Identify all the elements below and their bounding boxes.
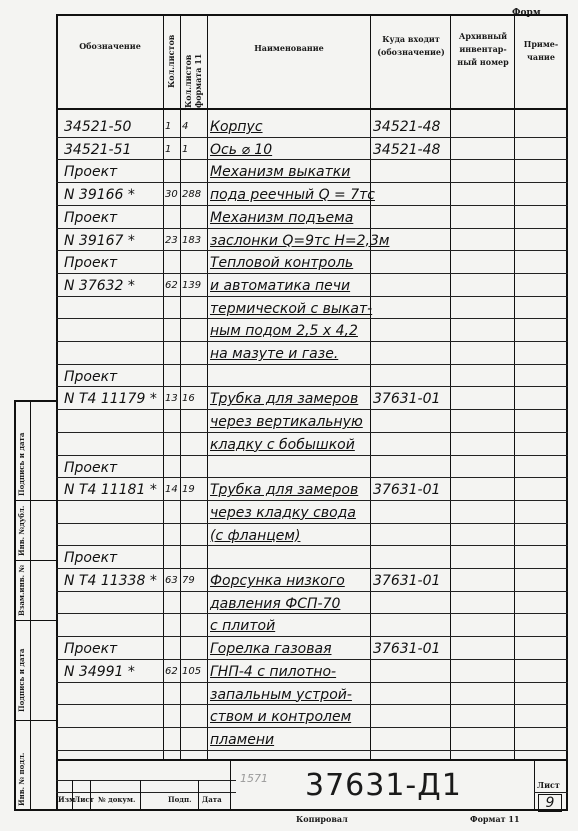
cell-count: 62	[165, 279, 178, 291]
header-where-used: Куда входит (обозначение)	[377, 34, 445, 57]
cell-fmt: 183	[182, 234, 202, 246]
cell-name: ством и контролем	[210, 709, 352, 726]
cell-where: 37631-01	[373, 641, 441, 658]
table-row-rule	[56, 500, 568, 501]
titleblock-row-rule	[56, 792, 236, 793]
cell-count: 13	[165, 393, 178, 405]
sheet-number: 9	[538, 794, 562, 812]
cell-count: 1	[165, 121, 172, 132]
cell-name: пламени	[210, 731, 275, 748]
cell-name: пода реечный Q = 7тс	[210, 187, 375, 204]
table-row-rule	[56, 727, 568, 728]
cell-count: 30	[165, 189, 178, 201]
cell-name: через вертикальную	[210, 414, 363, 431]
cell-name: ным подом 2,5 x 4,2	[210, 323, 358, 340]
side-label-replace: Взам.инв. №	[17, 564, 26, 616]
table-row-rule	[56, 409, 568, 410]
cell-where: 37631-01	[373, 482, 441, 499]
titleblock-divider	[198, 780, 199, 811]
side-label-sign2: Подпись и дата	[17, 432, 26, 496]
cell-designation: N Т4 11179 *	[64, 391, 157, 408]
cell-name: Механизм подъема	[210, 209, 354, 226]
cell-count: 14	[165, 484, 178, 496]
table-row-rule	[56, 273, 568, 274]
cell-name: ГНП-4 с пилотно-	[210, 663, 337, 680]
side-stamp-divider	[16, 560, 58, 561]
cell-fmt: 1	[182, 143, 189, 155]
table-row-rule	[56, 182, 568, 183]
table-row-rule	[56, 659, 568, 660]
table-row-rule	[56, 636, 568, 637]
tb-col-list: Лист	[74, 795, 94, 804]
format-label: Формат 11	[470, 814, 520, 824]
cell-name: через кладку свода	[210, 504, 356, 521]
table-row-rule	[56, 250, 568, 251]
cell-designation: N 39167 *	[64, 232, 135, 249]
header-archive: Архивный инвентар- ный номер	[457, 31, 509, 67]
cell-name: заслонки Q=9тс H=2,3м	[210, 232, 390, 249]
side-stamp-divider	[16, 500, 58, 501]
cell-name: Тепловой контроль	[210, 255, 354, 272]
table-row-rule	[56, 568, 568, 569]
table-row-rule	[56, 432, 568, 433]
cell-designation: Проект	[64, 550, 118, 567]
header-rule	[56, 108, 568, 110]
cell-name: (с фланцем)	[210, 527, 301, 544]
cell-count: 23	[165, 234, 178, 246]
titleblock-rule	[56, 759, 568, 761]
cell-designation: N 34991 *	[64, 663, 135, 680]
table-row-rule	[56, 455, 568, 456]
cell-name: запальным устрой-	[210, 686, 352, 703]
tb-col-date: Дата	[202, 795, 222, 804]
corner-label: Форм	[512, 8, 541, 18]
cell-where: 34521-48	[373, 141, 441, 158]
cell-designation: Проект	[64, 164, 118, 181]
cell-count: 63	[165, 575, 178, 586]
titleblock-divider	[140, 780, 141, 811]
side-label-sign1: Подпись и дата	[17, 648, 26, 712]
table-row-rule	[56, 228, 568, 229]
copied-label: Копировал	[296, 814, 348, 824]
header-designation: Обозначение	[79, 41, 141, 51]
side-stamp-divider	[16, 620, 58, 621]
cell-name: Механизм выкатки	[210, 164, 351, 181]
cell-designation: Проект	[64, 255, 118, 272]
cell-name: давления ФСП-70	[210, 595, 341, 612]
cell-fmt: 139	[182, 279, 202, 291]
cell-designation: N Т4 11338 *	[64, 573, 157, 589]
cell-fmt: 105	[182, 665, 202, 677]
cell-designation: N Т4 11181 *	[64, 482, 157, 499]
cell-fmt: 288	[182, 189, 202, 201]
table-row-rule	[56, 386, 568, 387]
header-note: Приме- чание	[523, 39, 559, 62]
side-stamp	[14, 400, 56, 811]
cell-designation: Проект	[64, 641, 118, 658]
header-sheet-count-format: Кол.листов формата 11	[183, 53, 203, 108]
cell-name: Трубка для замеров	[210, 482, 359, 499]
titleblock-divider	[534, 759, 535, 811]
table-row-rule	[56, 364, 568, 365]
cell-name: Форсунка низкого	[210, 573, 345, 589]
cell-name: Горелка газовая	[210, 641, 332, 658]
cell-name: Корпус	[210, 119, 263, 135]
side-stamp-divider	[16, 720, 58, 721]
cell-designation: Проект	[64, 368, 118, 385]
table-row-rule	[56, 318, 568, 319]
cell-fmt: 16	[182, 393, 195, 405]
table-row-rule	[56, 296, 568, 297]
table-row-rule	[56, 137, 568, 138]
cell-designation: 34521-51	[64, 141, 132, 158]
cell-fmt: 19	[182, 484, 195, 496]
cell-where: 37631-01	[373, 391, 441, 408]
table-row-rule	[56, 205, 568, 206]
cell-name: Трубка для замеров	[210, 391, 359, 408]
titleblock-row-rule	[56, 780, 236, 781]
cell-designation: N 39166 *	[64, 187, 135, 204]
table-row-rule	[56, 545, 568, 546]
cell-name: с плитой	[210, 618, 276, 635]
titleblock-divider	[230, 759, 231, 811]
table-row-rule	[56, 341, 568, 342]
cell-name: Ось ⌀ 10	[210, 141, 273, 158]
tb-col-sign: Подп.	[168, 795, 192, 804]
cell-name: и автоматика печи	[210, 277, 351, 294]
table-row-rule	[56, 523, 568, 524]
header-name: Наименование	[254, 43, 324, 53]
cell-where: 34521-48	[373, 119, 441, 135]
table-row-rule	[56, 704, 568, 705]
table-row-rule	[56, 613, 568, 614]
cell-name: термической с выкат-	[210, 300, 373, 317]
cell-designation: Проект	[64, 459, 118, 476]
side-stamp-divider	[30, 402, 31, 809]
header-sheet-count: Кол.листов	[166, 34, 176, 88]
cell-fmt: 79	[182, 575, 195, 586]
tb-col-docnum: № докум.	[98, 795, 136, 804]
cell-fmt: 4	[182, 121, 189, 132]
faint-mark: 1571	[240, 772, 268, 785]
tb-col-izm: Изм	[58, 795, 76, 804]
cell-designation: N 37632 *	[64, 277, 135, 294]
table-row-rule	[56, 591, 568, 592]
table-row-rule	[56, 750, 568, 751]
cell-name: на мазуте и газе.	[210, 346, 339, 362]
cell-name: кладку с бобышкой	[210, 436, 355, 453]
document-number: 37631-Д1	[305, 768, 462, 803]
cell-where: 37631-01	[373, 573, 441, 589]
table-row-rule	[56, 682, 568, 683]
table-row-rule	[56, 159, 568, 160]
side-label-inv: Инв. № подл.	[17, 752, 26, 806]
titleblock-row-rule	[534, 792, 568, 793]
cell-count: 1	[165, 143, 172, 155]
cell-designation: Проект	[64, 209, 118, 226]
side-label-dup: Инв. №дубл.	[17, 505, 26, 556]
cell-designation: 34521-50	[64, 119, 132, 135]
sheet-label: Лист	[537, 780, 560, 790]
cell-count: 62	[165, 665, 178, 677]
table-row-rule	[56, 477, 568, 478]
